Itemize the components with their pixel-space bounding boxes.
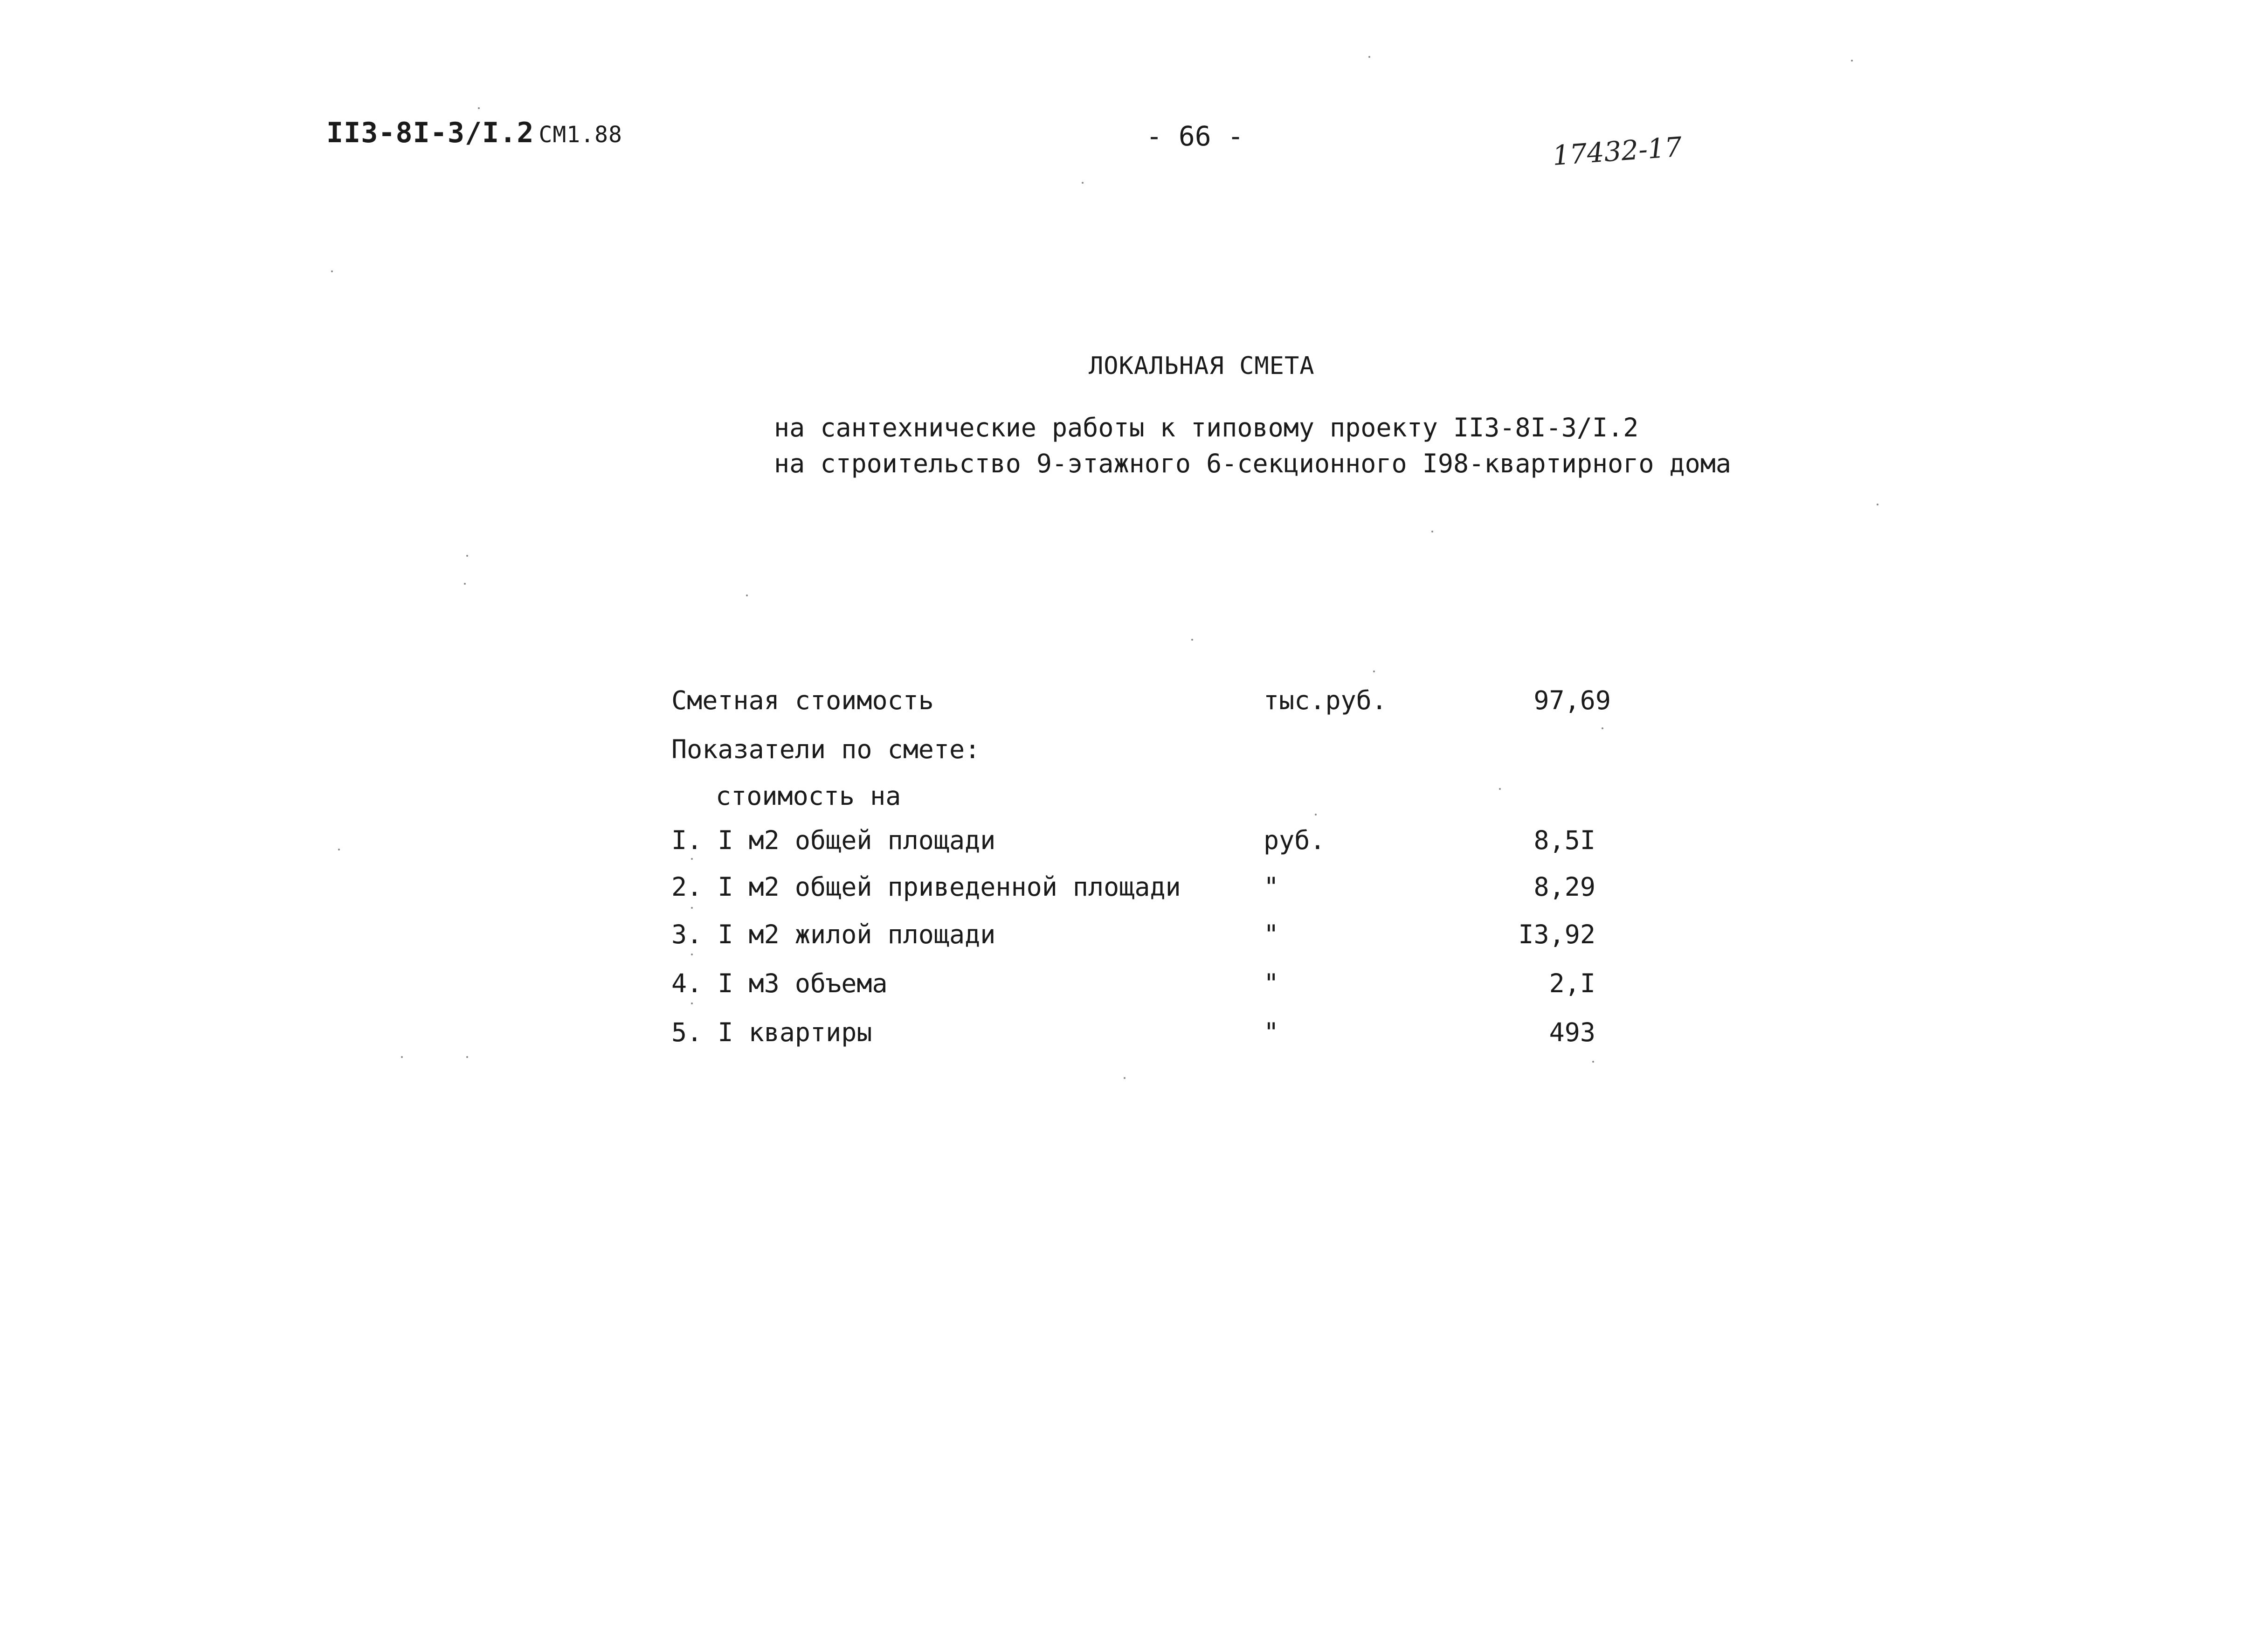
document-code-suffix: CM1.88 (539, 122, 622, 148)
page-number: - 66 - (1146, 120, 1244, 152)
indicator-row-label: 3. I м2 жилой площади (671, 919, 996, 949)
scan-speck (1877, 504, 1878, 505)
scan-speck (691, 858, 693, 860)
indicator-row-label: I. I м2 общей площади (671, 825, 996, 855)
indicator-row-label: 2. I м2 общей приведенной площади (671, 872, 1181, 902)
indicator-row-label: 4. I м3 объема (671, 968, 888, 998)
document-title: ЛОКАЛЬНАЯ СМЕТА (1089, 352, 1315, 380)
scan-speck (1431, 531, 1433, 532)
scan-speck (691, 907, 693, 909)
scan-speck (1373, 670, 1375, 672)
scan-speck (1499, 788, 1501, 790)
scan-speck (331, 270, 333, 272)
scan-speck (1592, 1061, 1594, 1063)
scan-speck (338, 849, 340, 850)
scan-speck (1191, 639, 1193, 641)
indicator-row-value: I3,92 (1518, 919, 1595, 949)
indicator-row-unit: " (1264, 1017, 1279, 1047)
indicator-row-unit: " (1264, 919, 1279, 949)
indicator-row-value: 8,29 (1533, 872, 1595, 902)
indicator-row-value: 493 (1549, 1017, 1595, 1047)
scan-speck (466, 1056, 468, 1058)
scan-speck (1315, 814, 1317, 816)
scan-speck (746, 594, 748, 596)
scan-speck (1082, 182, 1084, 184)
subtitle-line: на строительство 9-этажного 6-секционного I98-квартирного дома (774, 449, 1731, 478)
indicator-row-label: 5. I квартиры (671, 1017, 872, 1047)
scan-speck (401, 1056, 403, 1058)
cost-per-heading: стоимость на (716, 781, 901, 811)
subtitle-line: на сантехнические работы к типовому проекту II3-8I-3/I.2 (774, 413, 1639, 442)
scan-speck (1851, 60, 1853, 62)
scan-speck (466, 555, 468, 557)
scan-speck (464, 583, 466, 585)
document-code (326, 117, 622, 149)
indicator-row-unit: " (1264, 872, 1279, 902)
scan-speck (478, 107, 480, 109)
indicators-heading: Показатели по смете: (671, 734, 981, 764)
indicator-row-value: 2,I (1549, 968, 1595, 998)
indicator-row-unit: " (1264, 968, 1279, 998)
scan-speck (691, 954, 693, 955)
estimate-cost-unit: тыс.руб. (1264, 685, 1387, 715)
scan-speck (691, 1002, 693, 1004)
indicator-row-unit: руб. (1264, 825, 1326, 855)
document-code-main: II3-8I-3/I.2 (326, 117, 534, 149)
indicator-row-value: 8,5I (1533, 825, 1595, 855)
scan-speck (1368, 56, 1370, 58)
handwritten-inventory-number: 17432-17 (1551, 131, 1683, 172)
scan-speck (1124, 1077, 1126, 1079)
estimate-cost-label: Сметная стоимость (671, 685, 934, 715)
estimate-cost-value: 97,69 (1533, 685, 1611, 715)
scan-speck (1602, 727, 1603, 729)
